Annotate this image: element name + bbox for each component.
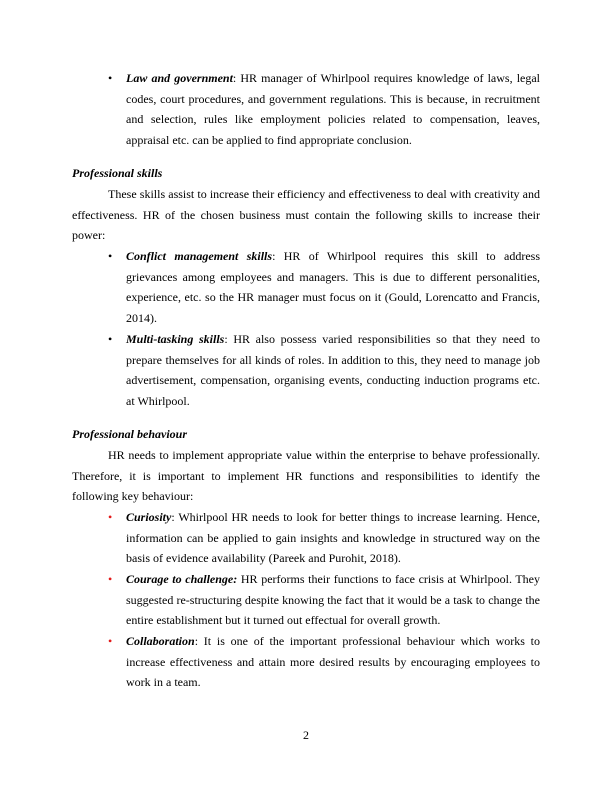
bullet-item-law-and-government — [108, 68, 540, 150]
bullet-item-courage-to-challenge — [108, 569, 540, 631]
bullet-icon: • — [108, 249, 113, 263]
bullet-icon: • — [108, 332, 113, 346]
bullet-description: : HR of Whirlpool requires this skill to address grievances among employees and managers. This is due to different personalities, experience, etc. so the HR manager must focus on it (Gould, Lorencatto and Francis, 2014). — [126, 249, 540, 325]
bullet-term: Collaboration — [126, 634, 195, 648]
bullet-item-curiosity — [108, 507, 540, 569]
heading-professional-skills: Professional skills — [72, 166, 163, 180]
paragraph-professional-behaviour-intro: HR needs to implement appropriate value within the enterprise to behave professionally. Therefore, it is important to implement HR functions and responsibilities to identify the following key behaviour: — [72, 448, 540, 504]
bullet-description: : It is one of the important professional behaviour which works to increase effectiveness and attain more desired results by encouraging employees to work in a team. — [126, 634, 540, 690]
bullet-term: Curiosity — [126, 510, 172, 524]
bullet-text — [126, 68, 540, 150]
bullet-icon: • — [108, 71, 113, 85]
bullet-icon: • — [108, 510, 113, 524]
bullet-description: : HR manager of Whirlpool requires knowledge of laws, legal codes, court procedures, and government regulations. This is because, in recruitment and selection, rules like employment policies related to compensation, leaves, appraisal etc. can be applied to find appropriate conclusion. — [126, 71, 541, 147]
paragraph-professional-skills-intro: These skills assist to increase their efficiency and effectiveness to deal with creativity and effectiveness. HR of the chosen business must contain the following skills to increase their power: — [72, 187, 540, 243]
bullet-icon: • — [108, 634, 113, 648]
bullet-description: : Whirlpool HR needs to look for better things to increase learning. Hence, information can be applied to gain insights and knowledge in structured way on the basis of evidence availability (Pareek and Purohit, 2018). — [126, 510, 540, 566]
heading-professional-behaviour: Professional behaviour — [72, 427, 188, 441]
bullet-term: Law and government — [126, 71, 233, 85]
bullet-term: Multi-tasking skills — [126, 332, 225, 346]
bullet-text — [126, 329, 540, 411]
bullet-description: : HR also possess varied responsibilities so that they need to prepare themselves for all kinds of roles. In addition to this, they need to manage job advertisement, compensation, organising events, conducting induction programs etc. at Whirlpool. — [126, 332, 541, 408]
bullet-text — [126, 569, 540, 631]
bullet-description: HR performs their functions to face crisis at Whirlpool. They suggested re-structuring despite knowing the fact that it would be a task to change the entire establishment but it turned out effectual for overall growth. — [126, 572, 541, 628]
bullet-text — [126, 246, 540, 328]
bullet-term: Courage to challenge: — [126, 572, 238, 586]
bullet-term: Conflict management skills — [126, 249, 273, 263]
bullet-text — [126, 631, 540, 693]
bullet-item-multi-tasking — [108, 329, 540, 411]
bullet-item-conflict-management — [108, 246, 540, 328]
bullet-item-collaboration — [108, 631, 540, 693]
bullet-text — [126, 507, 540, 569]
page-number: 2 — [303, 728, 309, 742]
bullet-icon: • — [108, 572, 113, 586]
